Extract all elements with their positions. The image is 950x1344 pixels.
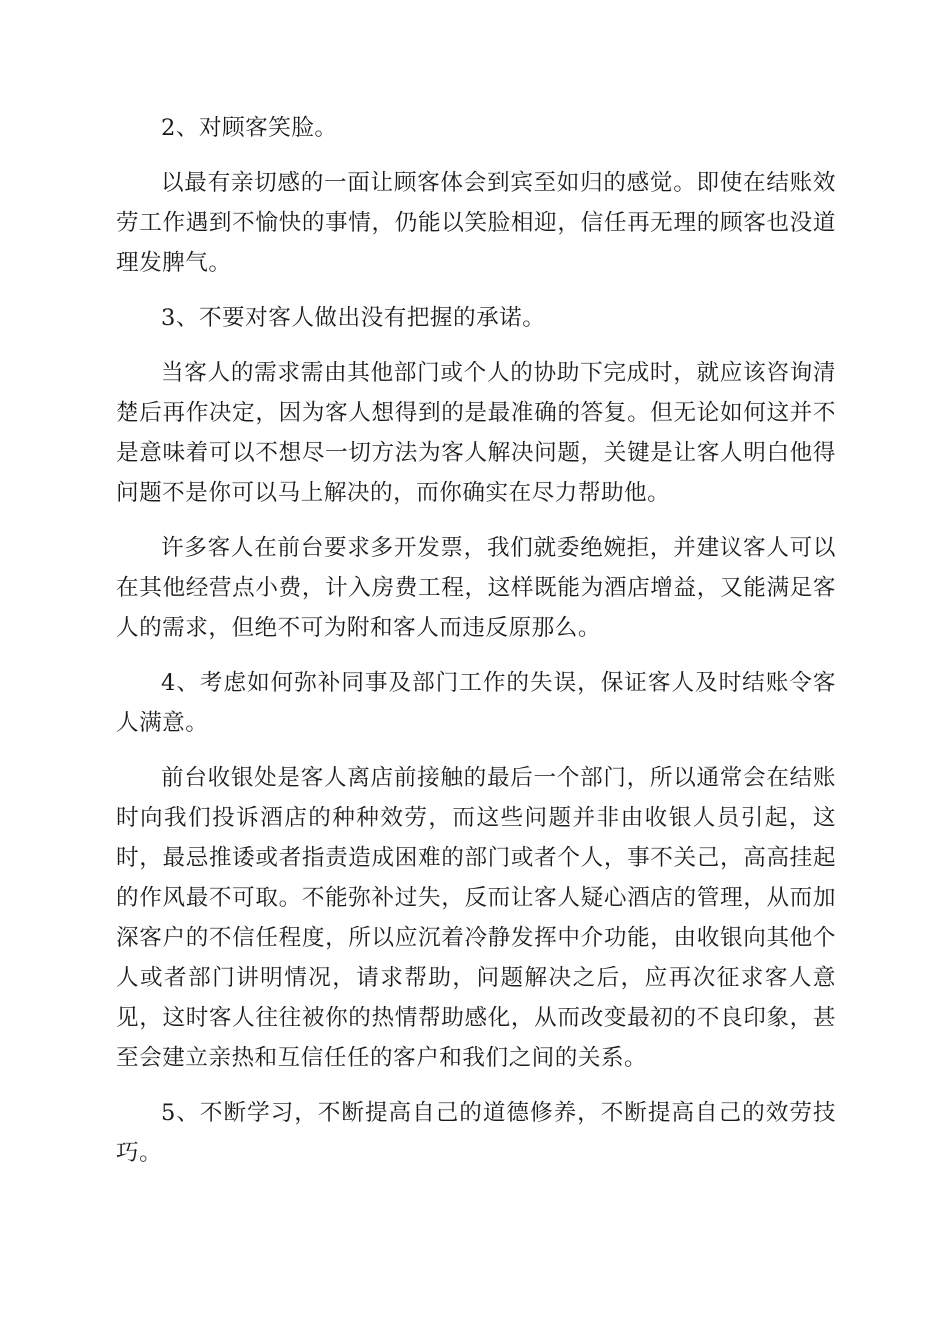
heading-item-3: 3、不要对客人做出没有把握的承诺。 xyxy=(161,305,546,331)
body-paragraph: 许多客人在前台要求多开发票，我们就委绝婉拒，并建议客人可以在其他经营点小费，计入房费工程，这样既能为酒店增益，又能满足客人的需求，但绝不可为附和客人而违反原那么。 xyxy=(116,535,836,641)
document-body xyxy=(116,108,836,1188)
heading-item-5: 5、不断学习，不断提高自己的道德修养，不断提高自己的效劳技巧。 xyxy=(116,1100,836,1166)
heading-item-4: 4、考虑如何弥补同事及部门工作的失误，保证客人及时结账令客人满意。 xyxy=(116,670,836,736)
heading-item-2: 2、对顾客笑脸。 xyxy=(161,115,338,141)
body-paragraph: 前台收银处是客人离店前接触的最后一个部门，所以通常会在结账时向我们投诉酒店的种种效劳，而这些问题并非由收银人员引起，这时，最忌推诿或者指责造成困难的部门或者个人，事不关己，高高挂起的作风最不可取。不能弥补过失，反而让客人疑心酒店的管理，从而加深客户的不信任程度，所以应沉着冷静发挥中介功能，由收银向其他个人或者部门讲明情况，请求帮助，问题解决之后，应再次征求客人意见，这时客人往往被你的热情帮助感化，从而改变最初的不良印象，甚至会建立亲热和互信任任的客户和我们之间的关系。 xyxy=(116,765,836,1071)
body-paragraph: 以最有亲切感的一面让顾客体会到宾至如归的感觉。即使在结账效劳工作遇到不愉快的事情，仍能以笑脸相迎，信任再无理的顾客也没道理发脾气。 xyxy=(116,170,836,276)
body-paragraph: 当客人的需求需由其他部门或个人的协助下完成时，就应该咨询清楚后再作决定，因为客人想得到的是最准确的答复。但无论如何这并不是意味着可以不想尽一切方法为客人解决问题，关键是让客人明白他得问题不是你可以马上解决的，而你确实在尽力帮助他。 xyxy=(116,360,836,506)
